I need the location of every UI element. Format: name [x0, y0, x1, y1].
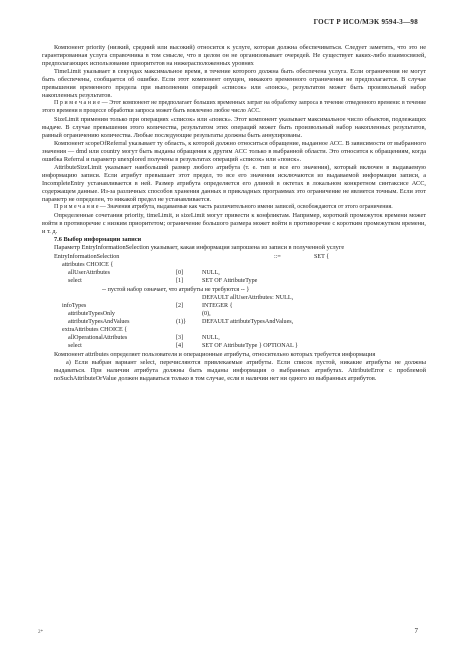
- code-line: extraAttributes CHOICE {: [62, 327, 128, 334]
- code-line: allOperationalAttributes [3] NULL,: [68, 335, 220, 342]
- section-heading: 7.6 Выбор информации записи: [54, 236, 142, 244]
- note: П р и м е ч а н и е — Этот компонент не предполагает больших временных затрат на обработку запроса в течение отведенного времени: в течение этого времени в процессе обработки запроса может быть вовлечено любое число АСС.: [42, 100, 426, 115]
- code-line: select [4] SET OF AttributeType } OPTIONAL }: [68, 343, 298, 350]
- footer-mark: 2*: [38, 630, 43, 635]
- code-line: -- пустой набор означает, что атрибуты не требуются -- }: [102, 286, 250, 293]
- page-header: ГОСТ Р ИСО/МЭК 9594-3—98: [313, 18, 418, 26]
- paragraph: Компонент scopeOfReferral указывает ту область, к которой должно относиться обращение, выданное АСС. В зависимости от выбранного значения — dmd или country могут быть выданы обращения к другим АСС только в выбранной области. Это относится к обращениям, когда ошибка Referral и параметр unexplored получены в результатах операций «список» или «поиск».: [42, 139, 426, 163]
- code-line: DEFAULT allUserAttributes: NULL,: [202, 294, 294, 301]
- body-text: [42, 44, 426, 384]
- code-line: select [1] SET OF AttributeType: [68, 278, 258, 285]
- paragraph: Определенные сочетания priority, timeLimit, и sizeLimit могут привести к конфликтам. Например, короткий промежуток времени может войти в противоречие с низким приоритетом; ограничение большого размера может войти в противоречие с коротким промежутком времени, и т. д.: [42, 211, 426, 236]
- code-line: infoTypes [2] INTEGER {: [62, 302, 233, 309]
- paragraph: Параметр EntryInformationSelection указывает, какая информация запрошена из записи в полученной услуге: [54, 244, 345, 252]
- code-line: allUserAttributes [0] NULL,: [68, 270, 220, 277]
- paragraph: TimeLimit указывает в секундах максимальное время, в течение которого должна быть обеспечена услуга. Если ограничения не могут быть обеспечены, сообщается об ошибке. Если этот компонент опущен, никакого временного ограничения не предполагается. В случае превышения временного предела при выполнении операций «список» или «поиск», результатом может быть произвольный набор накопленных результатов.: [42, 68, 426, 100]
- paragraph: SizeLimit применим только при операциях «список» или «поиск». Этот компонент указывает максимальное число объектов, подлежащих выдаче. В случае превышения этого количества, результатом этих операций может быть произвольный набор накопленных результатов, равный ограничению количества. Любые последующие результаты должны быть аннулированы.: [42, 115, 426, 139]
- code-line: attributeTypesAndValues (1)} DEFAULT attributeTypesAndValues,: [68, 318, 294, 325]
- list-item: a) Если выбран вариант select, перечисляются привлекаемые атрибуты. Если список пустой, никакие атрибуты не должны выдаваться. При наличии атрибута должны быть выданы информация о выбранных атрибутах. AttributeError с проблемой noSuchAttributeOrValue должен выдаваться только в том случае, если в наличии нет ни одного из выбранных атрибутов.: [54, 359, 426, 383]
- code-line: EntryInformationSelection ::= SET {: [54, 254, 330, 261]
- paragraph: AttributeSizeLimit указывает наибольший размер любого атрибута (т. е. тип и все его значения), который включен в выдаваемую информацию записи. Если атрибут превышает этот предел, то все его значения исключаются из выдаваемой информации записи, а IncompleteEntry устанавливается в ней. Размер атрибута определяется его длиной в октетах в локальном конкретном синтаксисе АСС, содержащем данные. Из-за различных способов хранения данных в прикладных программах это ограничение не является точным. Если этот параметр не определен, то никакой предел не устанавливается.: [42, 164, 426, 204]
- paragraph: Компонент attributes определяет пользователя и операционные атрибуты, относительно которых требуется информация: [54, 351, 376, 359]
- page-number: 7: [414, 627, 418, 635]
- note: П р и м е ч а н и е — Значения атрибута, выдаваемые как часть различительного имени записей, освобождаются от этого ограничения.: [54, 204, 393, 211]
- asn1-definition: [42, 253, 426, 350]
- paragraph: Компонент priority (низкий, средний или высокий) относится к услуге, которая должна обеспечиваться. Следует заметить, что это не гарантированная услуга справочника в том смысле, что в целом он не организовывает очередей. Не существует каких-либо взаимосвязей, предполагающих использование приоритетов на нижерасположенных уровнях: [42, 44, 426, 68]
- code-line: attributeTypesOnly (0),: [68, 310, 211, 317]
- code-line: attributes CHOICE {: [62, 262, 114, 269]
